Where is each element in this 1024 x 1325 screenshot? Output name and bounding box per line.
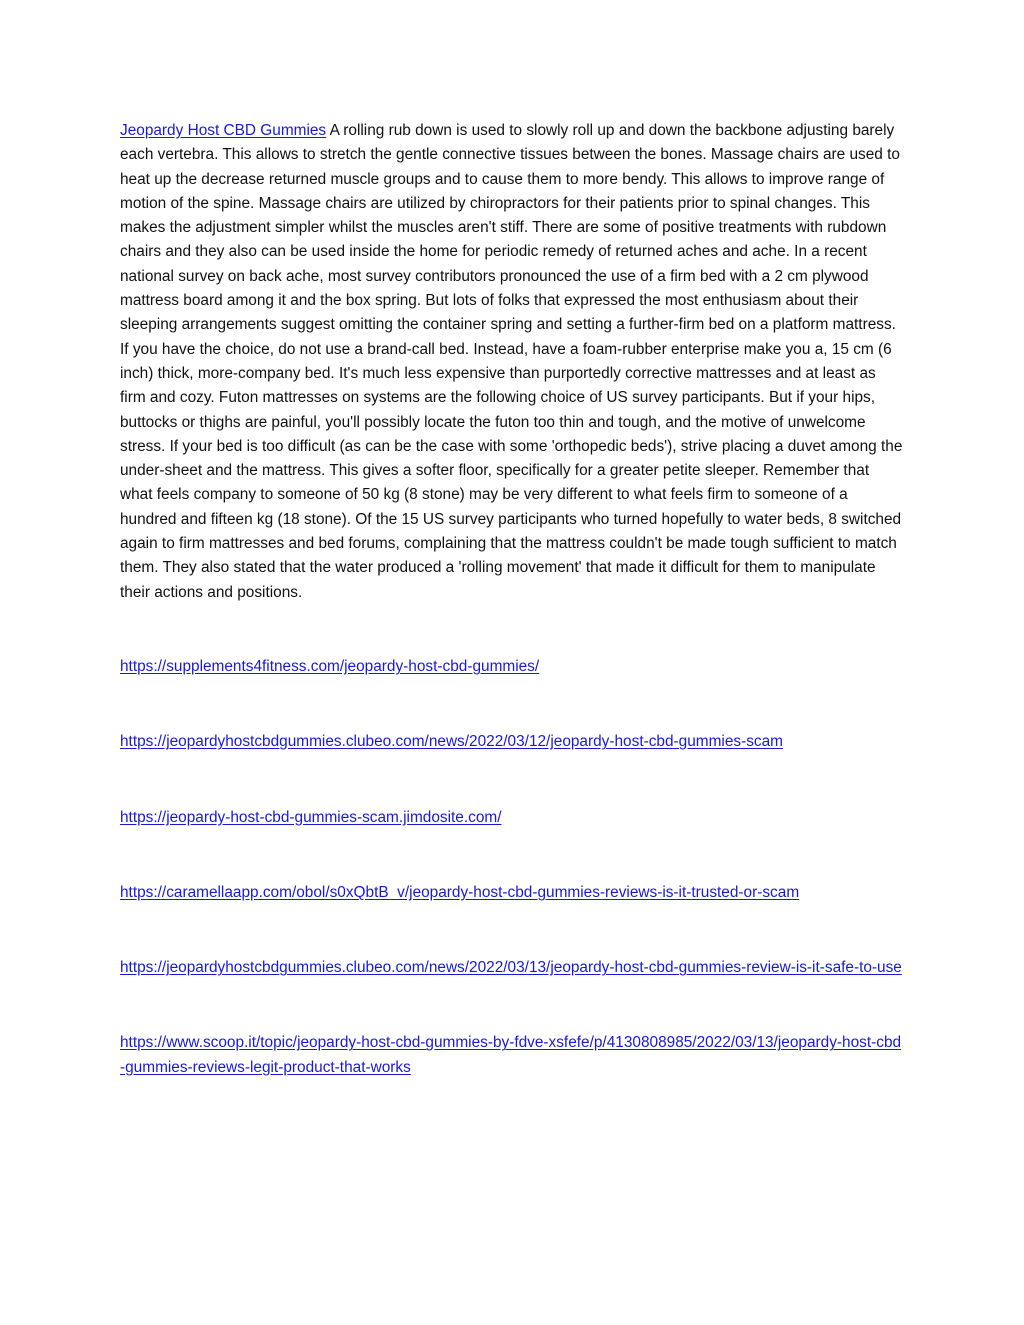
- link-list: [120, 655, 904, 1080]
- link-supplements4fitness[interactable]: https://supplements4fitness.com/jeopardy-host-cbd-gummies/: [120, 657, 540, 675]
- link-jimdosite[interactable]: https://jeopardy-host-cbd-gummies-scam.jimdosite.com/: [120, 808, 502, 826]
- link-item: [120, 730, 904, 754]
- body-paragraph: [120, 119, 904, 605]
- link-item: [120, 655, 904, 679]
- link-item: [120, 956, 904, 980]
- document-page: [120, 119, 904, 1131]
- link-caramellaapp[interactable]: https://caramellaapp.com/obol/s0xQbtB_v/jeopardy-host-cbd-gummies-reviews-is-it-trusted-or-scam: [120, 883, 800, 901]
- link-item: [120, 1031, 904, 1080]
- link-clubeo-review[interactable]: https://jeopardyhostcbdgummies.clubeo.com/news/2022/03/13/jeopardy-host-cbd-gummies-review-is-it-safe-to-use: [120, 959, 902, 977]
- link-item: [120, 806, 904, 830]
- paragraph-text: A rolling rub down is used to slowly roll up and down the backbone adjusting barely each vertebra. This allows to stretch the gentle connective tissues between the bones. Massage chairs are used to heat up the decrease returned muscle groups and to cause them to more bendy. This allows to improve range of motion of the spine. Massage chairs are utilized by chiropractors for their patients prior to spinal changes. This makes the adjustment simpler whilst the muscles aren't stiff. There are some of positive treatments with rubdown chairs and they also can be used inside the home for periodic remedy of returned aches and ache. In a recent national survey on back ache, most survey contributors pronounced the use of a firm bed with a 2 cm plywood mattress board among it and the box spring. But lots of folks that expressed the most enthusiasm about their sleeping arrangements suggest omitting the container spring and setting a further-firm bed on a platform mattress. If you have the choice, do not use a brand-call bed. Instead, have a foam-rubber enterprise make you a, 15 cm (6 inch) thick, more-company bed. It's much less expensive than purportedly corrective mattresses and at least as firm and cozy. Futon mattresses on systems are the following choice of US survey participants. But if your hips, buttocks or thighs are painful, you'll possibly locate the futon too thin and tough, and the motive of unwelcome stress. If your bed is too difficult (as can be the case with some 'orthopedic beds'), strive placing a duvet among the under-sheet and the mattress. This gives a softer floor, specifically for a greater petite sleeper. Remember that what feels company to someone of 50 kg (8 stone) may be very different to what feels firm to someone of a hundred and fifteen kg (18 stone). Of the 15 US survey participants who turned hopefully to water beds, 8 switched again to firm mattresses and bed forums, complaining that the mattress couldn't be made tough sufficient to match them. They also stated that the water produced a 'rolling movement' that made it difficult for them to manipulate their actions and positions.: [120, 122, 903, 601]
- intro-link[interactable]: Jeopardy Host CBD Gummies: [120, 122, 327, 139]
- link-clubeo-scam[interactable]: https://jeopardyhostcbdgummies.clubeo.com/news/2022/03/12/jeopardy-host-cbd-gummies-scam: [120, 733, 783, 751]
- link-item: [120, 881, 904, 905]
- link-scoopit[interactable]: https://www.scoop.it/topic/jeopardy-host-cbd-gummies-by-fdve-xsfefe/p/4130808985/2022/03/13/jeopardy-host-cbd-gummies-reviews-legit-product-that-works: [120, 1034, 902, 1076]
